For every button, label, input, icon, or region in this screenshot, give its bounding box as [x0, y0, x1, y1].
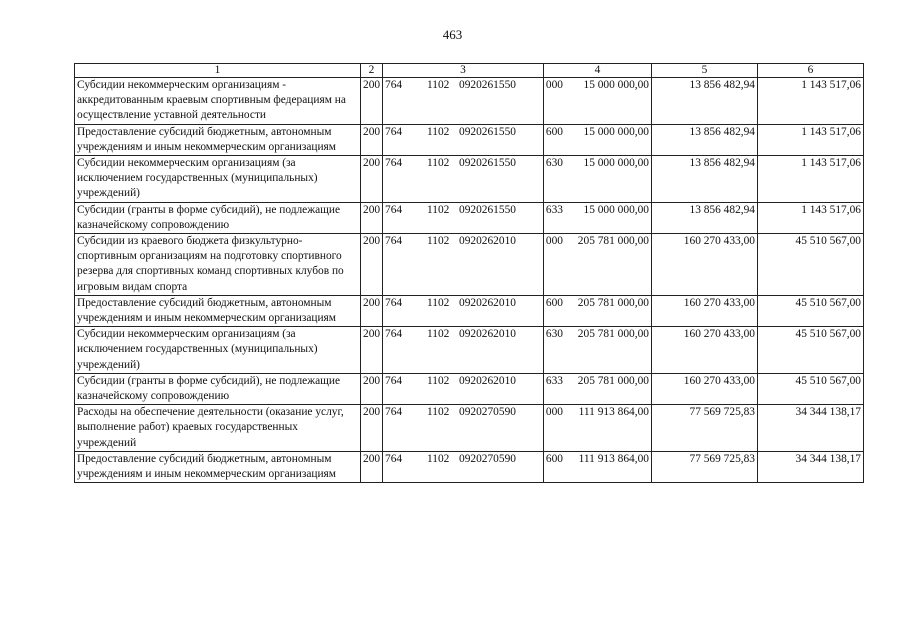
expense-type-code: 000	[545, 79, 563, 91]
table-row	[75, 124, 864, 155]
section-code: 1102	[427, 328, 450, 341]
section-code: 1102	[427, 79, 450, 91]
approved-amount: 205 781 000,00	[544, 295, 652, 326]
expense-type-code: 000	[545, 406, 563, 419]
budget-classification-code	[383, 295, 563, 326]
unexecuted-amount: 1 143 517,06	[758, 202, 864, 233]
grbs-code: 764	[385, 235, 403, 248]
grbs-code: 764	[385, 296, 403, 309]
line-code: 200	[361, 78, 383, 125]
table-body	[75, 78, 864, 483]
item-name: Субсидии (гранты в форме субсидий), не подлежащие казначейскому сопровождению	[75, 373, 361, 404]
executed-amount: 160 270 433,00	[652, 234, 758, 296]
line-code: 200	[361, 234, 383, 296]
column-header: 4	[544, 64, 652, 78]
table-row	[75, 373, 864, 404]
unexecuted-amount: 34 344 138,17	[758, 451, 864, 482]
section-code: 1102	[427, 157, 450, 170]
line-code: 200	[361, 405, 383, 452]
line-code: 200	[361, 327, 383, 374]
item-name: Предоставление субсидий бюджетным, автономным учреждениям и иным некоммерческим организациям	[75, 124, 361, 155]
target-article-code: 0920262010	[459, 235, 516, 248]
section-code: 1102	[427, 374, 450, 387]
approved-amount: 205 781 000,00	[544, 234, 652, 296]
executed-amount: 77 569 725,83	[652, 405, 758, 452]
target-article-code: 0920261550	[459, 157, 516, 170]
section-code: 1102	[427, 452, 450, 465]
expense-type-code: 000	[545, 235, 563, 248]
approved-amount: 111 913 864,00	[544, 405, 652, 452]
approved-amount: 15 000 000,00	[544, 156, 652, 203]
item-name: Субсидии (гранты в форме субсидий), не подлежащие казначейскому сопровождению	[75, 202, 361, 233]
budget-classification-code	[383, 373, 563, 404]
grbs-code: 764	[385, 406, 403, 419]
unexecuted-amount: 1 143 517,06	[758, 78, 864, 125]
section-code: 1102	[427, 235, 450, 248]
section-code: 1102	[427, 125, 450, 138]
approved-amount: 205 781 000,00	[544, 373, 652, 404]
executed-amount: 13 856 482,94	[652, 202, 758, 233]
executed-amount: 13 856 482,94	[652, 78, 758, 125]
item-name: Субсидии некоммерческим организациям (за исключением государственных (муниципальных) учреждений)	[75, 156, 361, 203]
table-row	[75, 451, 864, 482]
budget-classification-code	[383, 124, 563, 155]
grbs-code: 764	[385, 125, 403, 138]
expense-type-code: 600	[545, 296, 563, 309]
approved-amount: 15 000 000,00	[544, 78, 652, 125]
approved-amount: 15 000 000,00	[544, 124, 652, 155]
expense-type-code: 633	[545, 203, 563, 216]
target-article-code: 0920262010	[459, 296, 516, 309]
unexecuted-amount: 1 143 517,06	[758, 156, 864, 203]
column-header: 6	[758, 64, 864, 78]
target-article-code: 0920270590	[459, 452, 516, 465]
item-name: Субсидии из краевого бюджета физкультурно-спортивным организациям на подготовку спортивного резерва для спортивных команд спортивных клубов по игровым видам спорта	[75, 234, 361, 296]
page-number: 463	[442, 27, 463, 42]
item-name: Расходы на обеспечение деятельности (оказание услуг, выполнение работ) краевых государственных учреждений	[75, 405, 361, 452]
section-code: 1102	[427, 406, 450, 419]
budget-classification-code	[383, 78, 563, 125]
line-code: 200	[361, 156, 383, 203]
section-code: 1102	[427, 296, 450, 309]
budget-classification-code	[383, 405, 563, 452]
line-code: 200	[361, 295, 383, 326]
item-name: Субсидии некоммерческим организациям - аккредитованным краевым спортивным федерациям на осуществление уставной деятельности	[75, 78, 361, 125]
item-name: Предоставление субсидий бюджетным, автономным учреждениям и иным некоммерческим организациям	[75, 295, 361, 326]
expense-type-code: 633	[545, 374, 563, 387]
table-row	[75, 405, 864, 452]
section-code: 1102	[427, 203, 450, 216]
table-header-row	[75, 64, 864, 78]
grbs-code: 764	[385, 374, 403, 387]
unexecuted-amount: 45 510 567,00	[758, 234, 864, 296]
line-code: 200	[361, 124, 383, 155]
column-header: 3	[383, 64, 544, 78]
target-article-code: 0920262010	[459, 328, 516, 341]
executed-amount: 160 270 433,00	[652, 373, 758, 404]
expense-type-code: 630	[545, 157, 563, 170]
unexecuted-amount: 1 143 517,06	[758, 124, 864, 155]
executed-amount: 77 569 725,83	[652, 451, 758, 482]
budget-table	[74, 63, 864, 483]
grbs-code: 764	[385, 452, 403, 465]
grbs-code: 764	[385, 157, 403, 170]
table-row	[75, 202, 864, 233]
line-code: 200	[361, 451, 383, 482]
target-article-code: 0920261550	[459, 125, 516, 138]
grbs-code: 764	[385, 79, 403, 91]
approved-amount: 205 781 000,00	[544, 327, 652, 374]
column-header: 5	[652, 64, 758, 78]
grbs-code: 764	[385, 203, 403, 216]
table-row	[75, 234, 864, 296]
unexecuted-amount: 45 510 567,00	[758, 373, 864, 404]
expense-type-code: 600	[545, 452, 563, 465]
executed-amount: 160 270 433,00	[652, 295, 758, 326]
item-name: Предоставление субсидий бюджетным, автономным учреждениям и иным некоммерческим организациям	[75, 451, 361, 482]
table-row	[75, 78, 864, 125]
executed-amount: 160 270 433,00	[652, 327, 758, 374]
expense-type-code: 630	[545, 328, 563, 341]
approved-amount: 15 000 000,00	[544, 202, 652, 233]
unexecuted-amount: 45 510 567,00	[758, 327, 864, 374]
column-header: 1	[75, 64, 361, 78]
budget-classification-code	[383, 202, 563, 233]
budget-classification-code	[383, 234, 563, 296]
executed-amount: 13 856 482,94	[652, 156, 758, 203]
budget-classification-code	[383, 451, 563, 482]
line-code: 200	[361, 202, 383, 233]
approved-amount: 111 913 864,00	[544, 451, 652, 482]
table-row	[75, 156, 864, 203]
target-article-code: 0920270590	[459, 406, 516, 419]
unexecuted-amount: 34 344 138,17	[758, 405, 864, 452]
budget-classification-code	[383, 327, 563, 374]
target-article-code: 0920261550	[459, 79, 516, 91]
target-article-code: 0920261550	[459, 203, 516, 216]
grbs-code: 764	[385, 328, 403, 341]
column-header: 2	[361, 64, 383, 78]
target-article-code: 0920262010	[459, 374, 516, 387]
line-code: 200	[361, 373, 383, 404]
table-row	[75, 327, 864, 374]
executed-amount: 13 856 482,94	[652, 124, 758, 155]
budget-classification-code	[383, 156, 563, 203]
unexecuted-amount: 45 510 567,00	[758, 295, 864, 326]
item-name: Субсидии некоммерческим организациям (за исключением государственных (муниципальных) учреждений)	[75, 327, 361, 374]
expense-type-code: 600	[545, 125, 563, 138]
table-row	[75, 295, 864, 326]
